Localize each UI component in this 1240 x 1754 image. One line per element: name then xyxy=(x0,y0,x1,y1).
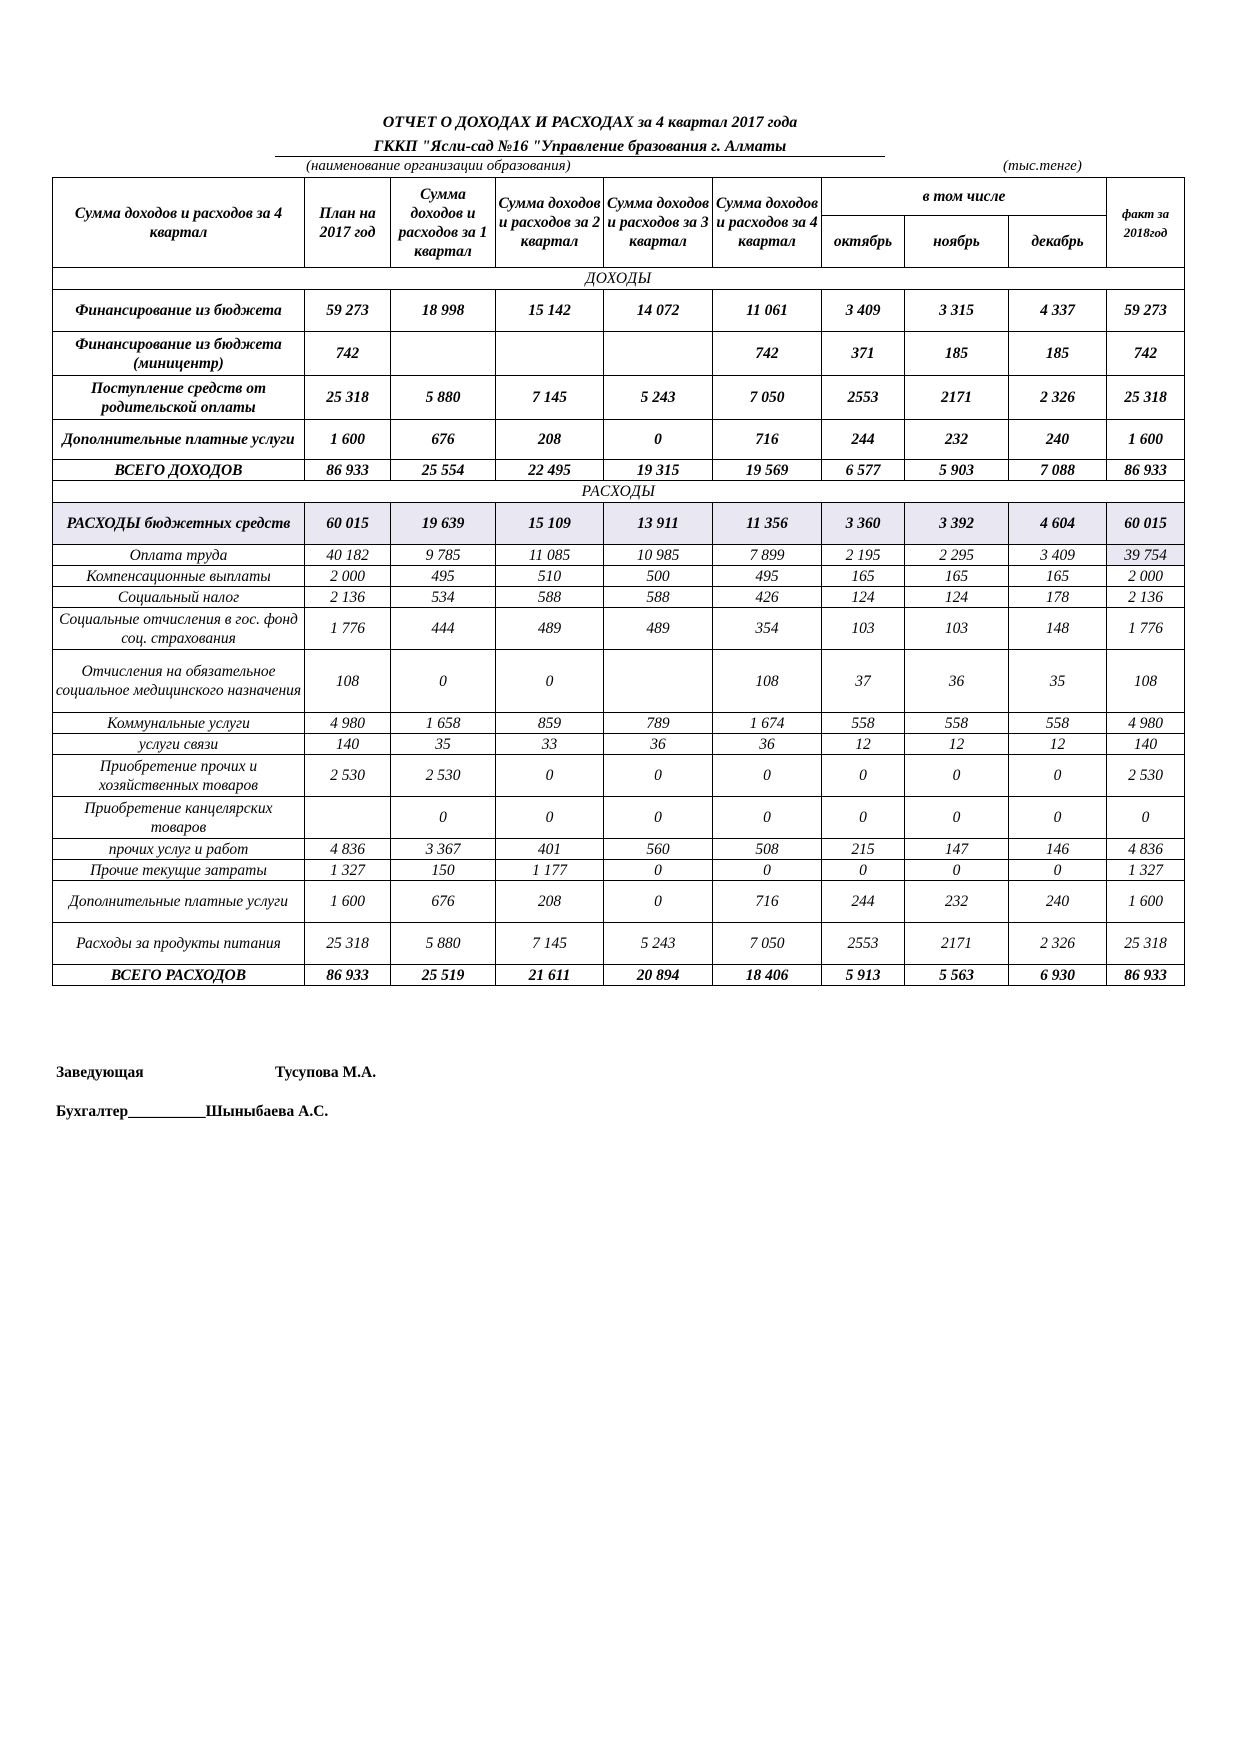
expense-row xyxy=(53,608,1185,650)
cell-oct: 124 xyxy=(822,587,905,608)
cell-q3: 5 243 xyxy=(604,376,713,420)
cell-q2: 22 495 xyxy=(496,460,604,481)
cell-q4: 19 569 xyxy=(713,460,822,481)
expense-row xyxy=(53,923,1185,965)
cell-dec: 146 xyxy=(1009,839,1107,860)
section-expenses: РАСХОДЫ xyxy=(53,481,1185,503)
cell-q4: 7 899 xyxy=(713,545,822,566)
expense-row xyxy=(53,755,1185,797)
cell-nov: 0 xyxy=(905,755,1009,797)
cell-q1: 534 xyxy=(391,587,496,608)
cell-oct: 12 xyxy=(822,734,905,755)
cell-q4: 508 xyxy=(713,839,822,860)
expense-row xyxy=(53,650,1185,713)
cell-q2: 208 xyxy=(496,881,604,923)
cell-plan: 2 530 xyxy=(305,755,391,797)
col-header-q1: Сумма доходов и расходов за 1 квартал xyxy=(391,178,496,268)
cell-q1: 9 785 xyxy=(391,545,496,566)
cell-q3: 20 894 xyxy=(604,965,713,986)
col-header-plan: План на 2017 год xyxy=(305,178,391,268)
col-header-q3: Сумма доходов и расходов за 3 квартал xyxy=(604,178,713,268)
cell-q4: 18 406 xyxy=(713,965,822,986)
cell-dec: 165 xyxy=(1009,566,1107,587)
cell-q4: 495 xyxy=(713,566,822,587)
cell-nov: 185 xyxy=(905,332,1009,376)
cell-dec: 148 xyxy=(1009,608,1107,650)
cell-q2 xyxy=(496,332,604,376)
cell-plan: 86 933 xyxy=(305,965,391,986)
cell-nov: 165 xyxy=(905,566,1009,587)
cell-nov: 124 xyxy=(905,587,1009,608)
cell-q1: 35 xyxy=(391,734,496,755)
col-header-q4: Сумма доходов и расходов за 4 квартал xyxy=(713,178,822,268)
cell-fact: 59 273 xyxy=(1107,290,1185,332)
cell-fact: 1 776 xyxy=(1107,608,1185,650)
cell-fact: 86 933 xyxy=(1107,460,1185,481)
cell-q2: 15 109 xyxy=(496,503,604,545)
row-label: Дополнительные платные услуги xyxy=(53,420,305,460)
cell-dec: 4 337 xyxy=(1009,290,1107,332)
expense-row xyxy=(53,503,1185,545)
cell-oct: 165 xyxy=(822,566,905,587)
cell-q3: 0 xyxy=(604,797,713,839)
cell-fact: 2 530 xyxy=(1107,755,1185,797)
cell-q2: 208 xyxy=(496,420,604,460)
row-label: Приобретение прочих и хозяйственных товаров xyxy=(53,755,305,797)
expense-row xyxy=(53,566,1185,587)
cell-plan: 108 xyxy=(305,650,391,713)
row-label: ВСЕГО РАСХОДОВ xyxy=(53,965,305,986)
cell-q1: 25 554 xyxy=(391,460,496,481)
cell-q1: 495 xyxy=(391,566,496,587)
cell-q3: 14 072 xyxy=(604,290,713,332)
cell-dec: 0 xyxy=(1009,755,1107,797)
cell-plan: 59 273 xyxy=(305,290,391,332)
cell-oct: 2 195 xyxy=(822,545,905,566)
cell-nov: 2171 xyxy=(905,376,1009,420)
cell-nov: 147 xyxy=(905,839,1009,860)
cell-q1: 19 639 xyxy=(391,503,496,545)
cell-q2: 859 xyxy=(496,713,604,734)
row-label: Компенсационные выплаты xyxy=(53,566,305,587)
cell-q4: 1 674 xyxy=(713,713,822,734)
organization-caption: (наименование организации образования) xyxy=(306,158,571,174)
col-header-november: ноябрь xyxy=(905,216,1009,268)
cell-q3: 0 xyxy=(604,420,713,460)
cell-plan: 2 136 xyxy=(305,587,391,608)
row-label: Коммунальные услуги xyxy=(53,713,305,734)
expense-total-row xyxy=(53,965,1185,986)
cell-q3 xyxy=(604,332,713,376)
cell-q2: 1 177 xyxy=(496,860,604,881)
cell-fact: 108 xyxy=(1107,650,1185,713)
cell-nov: 3 392 xyxy=(905,503,1009,545)
cell-q4: 354 xyxy=(713,608,822,650)
cell-dec: 185 xyxy=(1009,332,1107,376)
cell-nov: 5 903 xyxy=(905,460,1009,481)
cell-dec: 6 930 xyxy=(1009,965,1107,986)
cell-q3: 489 xyxy=(604,608,713,650)
cell-plan: 742 xyxy=(305,332,391,376)
cell-nov: 232 xyxy=(905,420,1009,460)
col-header-including: в том числе xyxy=(822,178,1107,216)
cell-q3: 588 xyxy=(604,587,713,608)
cell-dec: 12 xyxy=(1009,734,1107,755)
accountant-signature: Бухгалтер__________Шыныбаева А.С. xyxy=(56,1103,329,1120)
cell-q2: 510 xyxy=(496,566,604,587)
expense-row xyxy=(53,587,1185,608)
row-label: Прочие текущие затраты xyxy=(53,860,305,881)
cell-q1: 5 880 xyxy=(391,923,496,965)
cell-plan: 25 318 xyxy=(305,923,391,965)
cell-plan: 4 980 xyxy=(305,713,391,734)
cell-q4: 36 xyxy=(713,734,822,755)
cell-q4: 716 xyxy=(713,881,822,923)
cell-dec: 240 xyxy=(1009,881,1107,923)
cell-fact: 1 600 xyxy=(1107,420,1185,460)
cell-oct: 371 xyxy=(822,332,905,376)
cell-dec: 178 xyxy=(1009,587,1107,608)
row-label: Финансирование из бюджета (миницентр) xyxy=(53,332,305,376)
cell-q2: 15 142 xyxy=(496,290,604,332)
cell-oct: 244 xyxy=(822,420,905,460)
cell-q1: 5 880 xyxy=(391,376,496,420)
cell-q3: 560 xyxy=(604,839,713,860)
row-label: Социальные отчисления в гос. фонд соц. страхования xyxy=(53,608,305,650)
cell-q1 xyxy=(391,332,496,376)
cell-plan: 25 318 xyxy=(305,376,391,420)
cell-dec: 0 xyxy=(1009,860,1107,881)
cell-q3: 36 xyxy=(604,734,713,755)
row-label: ВСЕГО ДОХОДОВ xyxy=(53,460,305,481)
cell-fact: 1 600 xyxy=(1107,881,1185,923)
row-label: Финансирование из бюджета xyxy=(53,290,305,332)
cell-oct: 215 xyxy=(822,839,905,860)
cell-fact: 25 318 xyxy=(1107,923,1185,965)
cell-plan: 1 600 xyxy=(305,420,391,460)
cell-oct: 0 xyxy=(822,860,905,881)
cell-oct: 558 xyxy=(822,713,905,734)
cell-plan: 40 182 xyxy=(305,545,391,566)
cell-fact: 742 xyxy=(1107,332,1185,376)
cell-q1: 444 xyxy=(391,608,496,650)
cell-fact: 1 327 xyxy=(1107,860,1185,881)
cell-q1: 0 xyxy=(391,797,496,839)
cell-fact: 39 754 xyxy=(1107,545,1185,566)
cell-dec: 3 409 xyxy=(1009,545,1107,566)
cell-dec: 35 xyxy=(1009,650,1107,713)
cell-dec: 0 xyxy=(1009,797,1107,839)
cell-q1: 676 xyxy=(391,881,496,923)
cell-q4: 108 xyxy=(713,650,822,713)
col-header-q2: Сумма доходов и расходов за 2 квартал xyxy=(496,178,604,268)
cell-q4: 7 050 xyxy=(713,923,822,965)
cell-q2: 7 145 xyxy=(496,923,604,965)
report-title: ОТЧЕТ О ДОХОДАХ И РАСХОДАХ за 4 квартал 2017 года xyxy=(382,114,798,131)
cell-q1: 150 xyxy=(391,860,496,881)
cell-plan: 140 xyxy=(305,734,391,755)
cell-oct: 37 xyxy=(822,650,905,713)
cell-q3: 13 911 xyxy=(604,503,713,545)
row-label: Поступление средств от родительской оплаты xyxy=(53,376,305,420)
cell-nov: 232 xyxy=(905,881,1009,923)
cell-q4: 716 xyxy=(713,420,822,460)
cell-oct: 2553 xyxy=(822,923,905,965)
cell-plan: 2 000 xyxy=(305,566,391,587)
row-label: Социальный налог xyxy=(53,587,305,608)
cell-oct: 103 xyxy=(822,608,905,650)
income-row xyxy=(53,376,1185,420)
cell-q1: 0 xyxy=(391,650,496,713)
row-label: Расходы за продукты питания xyxy=(53,923,305,965)
cell-oct: 6 577 xyxy=(822,460,905,481)
cell-q2: 401 xyxy=(496,839,604,860)
report-body xyxy=(53,268,1185,986)
cell-q2: 0 xyxy=(496,755,604,797)
cell-nov: 558 xyxy=(905,713,1009,734)
expense-row xyxy=(53,860,1185,881)
col-header-december: декабрь xyxy=(1009,216,1107,268)
cell-q2: 588 xyxy=(496,587,604,608)
cell-fact: 0 xyxy=(1107,797,1185,839)
income-row xyxy=(53,332,1185,376)
cell-fact: 25 318 xyxy=(1107,376,1185,420)
cell-q3: 0 xyxy=(604,860,713,881)
row-label: прочих услуг и работ xyxy=(53,839,305,860)
cell-oct: 2553 xyxy=(822,376,905,420)
income-row xyxy=(53,290,1185,332)
expense-row xyxy=(53,881,1185,923)
cell-fact: 2 136 xyxy=(1107,587,1185,608)
income-row xyxy=(53,420,1185,460)
cell-dec: 558 xyxy=(1009,713,1107,734)
cell-nov: 0 xyxy=(905,860,1009,881)
cell-nov: 103 xyxy=(905,608,1009,650)
cell-q1: 2 530 xyxy=(391,755,496,797)
cell-nov: 12 xyxy=(905,734,1009,755)
cell-q2: 11 085 xyxy=(496,545,604,566)
cell-q4: 0 xyxy=(713,860,822,881)
cell-nov: 2171 xyxy=(905,923,1009,965)
cell-plan xyxy=(305,797,391,839)
cell-q2: 7 145 xyxy=(496,376,604,420)
cell-oct: 5 913 xyxy=(822,965,905,986)
col-header-fact: факт за 2018год xyxy=(1107,178,1185,268)
cell-q3: 500 xyxy=(604,566,713,587)
cell-dec: 4 604 xyxy=(1009,503,1107,545)
row-label: Дополнительные платные услуги xyxy=(53,881,305,923)
cell-q3: 10 985 xyxy=(604,545,713,566)
cell-plan: 86 933 xyxy=(305,460,391,481)
cell-q4: 742 xyxy=(713,332,822,376)
cell-q4: 11 356 xyxy=(713,503,822,545)
cell-plan: 1 776 xyxy=(305,608,391,650)
cell-q3: 789 xyxy=(604,713,713,734)
expense-row xyxy=(53,797,1185,839)
cell-plan: 1 327 xyxy=(305,860,391,881)
cell-q2: 489 xyxy=(496,608,604,650)
cell-oct: 0 xyxy=(822,797,905,839)
cell-nov: 5 563 xyxy=(905,965,1009,986)
cell-q2: 21 611 xyxy=(496,965,604,986)
cell-plan: 4 836 xyxy=(305,839,391,860)
cell-q2: 0 xyxy=(496,797,604,839)
cell-fact: 60 015 xyxy=(1107,503,1185,545)
expense-row xyxy=(53,713,1185,734)
expense-row xyxy=(53,545,1185,566)
cell-fact: 86 933 xyxy=(1107,965,1185,986)
cell-fact: 140 xyxy=(1107,734,1185,755)
cell-q2: 33 xyxy=(496,734,604,755)
cell-oct: 244 xyxy=(822,881,905,923)
row-label: РАСХОДЫ бюджетных средств xyxy=(53,503,305,545)
cell-dec: 240 xyxy=(1009,420,1107,460)
cell-dec: 7 088 xyxy=(1009,460,1107,481)
cell-q2: 0 xyxy=(496,650,604,713)
cell-q4: 7 050 xyxy=(713,376,822,420)
cell-q3: 0 xyxy=(604,755,713,797)
head-role: Заведующая xyxy=(56,1064,144,1081)
cell-q3: 19 315 xyxy=(604,460,713,481)
cell-q3 xyxy=(604,650,713,713)
row-label: Оплата труда xyxy=(53,545,305,566)
cell-q1: 3 367 xyxy=(391,839,496,860)
organization-name: ГККП "Ясли-сад №16 "Управление бразования г. Алматы xyxy=(275,137,885,157)
cell-oct: 0 xyxy=(822,755,905,797)
cell-nov: 0 xyxy=(905,797,1009,839)
row-label: услуги связи xyxy=(53,734,305,755)
cell-nov: 2 295 xyxy=(905,545,1009,566)
cell-fact: 4 980 xyxy=(1107,713,1185,734)
cell-nov: 36 xyxy=(905,650,1009,713)
cell-fact: 2 000 xyxy=(1107,566,1185,587)
row-label: Отчисления на обязательное социальное медицинского назначения xyxy=(53,650,305,713)
cell-fact: 4 836 xyxy=(1107,839,1185,860)
cell-q4: 11 061 xyxy=(713,290,822,332)
head-name: Тусупова М.А. xyxy=(275,1064,377,1081)
cell-oct: 3 360 xyxy=(822,503,905,545)
report-table xyxy=(52,177,1185,986)
cell-q4: 0 xyxy=(713,755,822,797)
cell-q1: 25 519 xyxy=(391,965,496,986)
cell-plan: 60 015 xyxy=(305,503,391,545)
expense-row xyxy=(53,734,1185,755)
cell-q1: 1 658 xyxy=(391,713,496,734)
cell-q4: 0 xyxy=(713,797,822,839)
expense-row xyxy=(53,839,1185,860)
cell-q4: 426 xyxy=(713,587,822,608)
row-label: Приобретение канцелярских товаров xyxy=(53,797,305,839)
cell-dec: 2 326 xyxy=(1009,923,1107,965)
units-label: (тыс.тенге) xyxy=(1003,158,1082,174)
cell-oct: 3 409 xyxy=(822,290,905,332)
cell-q3: 0 xyxy=(604,881,713,923)
income-total-row xyxy=(53,460,1185,481)
cell-nov: 3 315 xyxy=(905,290,1009,332)
cell-q1: 676 xyxy=(391,420,496,460)
section-income: ДОХОДЫ xyxy=(53,268,1185,290)
col-header-october: октябрь xyxy=(822,216,905,268)
cell-q1: 18 998 xyxy=(391,290,496,332)
col-header-name: Сумма доходов и расходов за 4 квартал xyxy=(53,178,305,268)
cell-q3: 5 243 xyxy=(604,923,713,965)
cell-dec: 2 326 xyxy=(1009,376,1107,420)
cell-plan: 1 600 xyxy=(305,881,391,923)
